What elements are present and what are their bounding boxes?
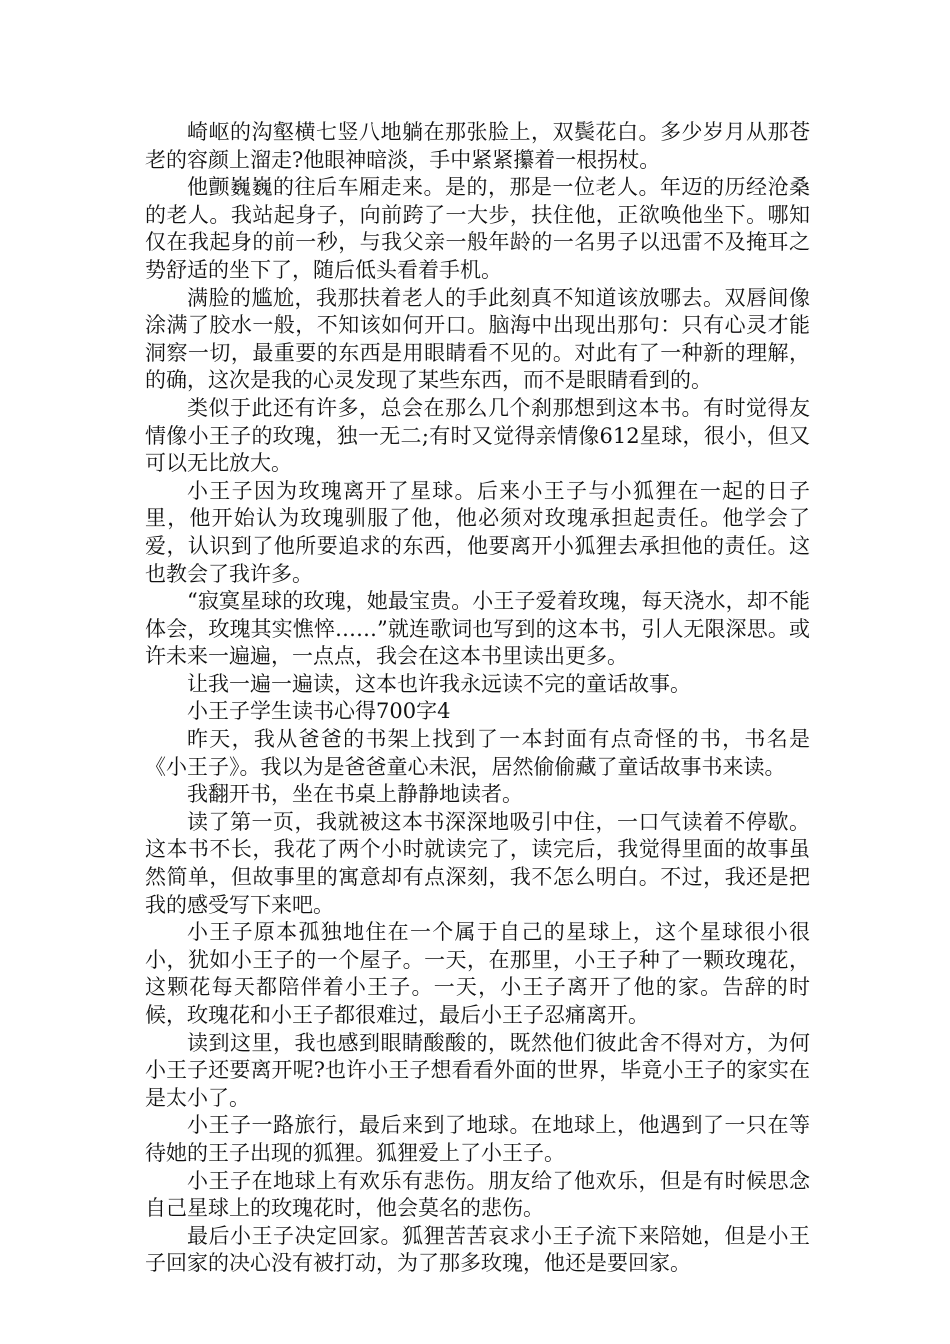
section-heading: 小王子学生读书心得700字4 — [187, 699, 451, 724]
paragraph: 小王子一路旅行，最后来到了地球。在地球上，他遇到了一只在等待她的王子出现的狐狸。狐狸爱上了小王子。 — [145, 1113, 810, 1165]
paragraph: 昨天，我从爸爸的书架上找到了一本封面有点奇怪的书，书名是《小王子》。我以为是爸爸童心未泯，居然偷偷藏了童话故事书来读。 — [145, 727, 810, 779]
document-body — [145, 119, 810, 1278]
paragraph: 小王子因为玫瑰离开了星球。后来小王子与小狐狸在一起的日子里，他开始认为玫瑰驯服了他，他必须对玫瑰承担起责任。他学会了爱，认识到了他所要追求的东西，他要离开小狐狸去承担他的责任。这也教会了我许多。 — [145, 478, 810, 586]
paragraph: 最后小王子决定回家。狐狸苦苦哀求小王子流下来陪她，但是小王子回家的决心没有被打动，为了那多玫瑰，他还是要回家。 — [145, 1223, 810, 1276]
paragraph: 读了第一页，我就被这本书深深地吸引中住，一口气读着不停歇。这本书不长，我花了两个小时就读完了，读完后，我觉得里面的故事虽然简单，但故事里的寓意却有点深刻，我不怎么明白。不过，我还是把我的感受写下来吧。 — [145, 809, 810, 917]
paragraph: “寂寞星球的玫瑰，她最宝贵。小王子爱着玫瑰，每天浇水，却不能体会，玫瑰其实憔悴……”就连歌词也写到的这本书，引人无限深思。或许未来一遍遍，一点点，我会在这本书里读出更多。 — [145, 589, 810, 669]
paragraph: 让我一遍一遍读，这本也许我永远读不完的童话故事。 — [187, 671, 691, 696]
paragraph: 满脸的尴尬，我那扶着老人的手此刻真不知道该放哪去。双唇间像涂满了胶水一般，不知该如何开口。脑海中出现出那句：只有心灵才能洞察一切，最重要的东西是用眼睛看不见的。对此有了一种新的理解，的确，这次是我的心灵发现了某些东西，而不是眼睛看到的。 — [145, 285, 810, 393]
paragraph: 崎岖的沟壑横七竖八地躺在那张脸上，双鬓花白。多少岁月从那苍老的容颜上溜走?他眼神暗淡，手中紧紧攥着一根拐杖。 — [145, 120, 810, 172]
paragraph: 类似于此还有许多，总会在那么几个刹那想到这本书。有时觉得友情像小王子的玫瑰，独一无二;有时又觉得亲情像612星球，很小，但又可以无比放大。 — [145, 395, 810, 476]
paragraph: 我翻开书，坐在书桌上静静地读者。 — [187, 782, 523, 807]
paragraph: 小王子在地球上有欢乐有悲伤。朋友给了他欢乐，但是有时候思念自己星球上的玫瑰花时，他会莫名的悲伤。 — [145, 1168, 810, 1221]
paragraph: 他颤巍巍的往后车厢走来。是的，那是一位老人。年迈的历经沧桑的老人。我站起身子，向前跨了一大步，扶住他，正欲唤他坐下。哪知仅在我起身的前一秒，与我父亲一般年龄的一名男子以迅雷不及掩耳之势舒适的坐下了，随后低头看着手机。 — [145, 175, 810, 282]
paragraph: 读到这里，我也感到眼睛酸酸的，既然他们彼此舍不得对方，为何小王子还要离开呢?也许小王子想看看外面的世界，毕竟小王子的家实在是太小了。 — [145, 1030, 810, 1110]
paragraph: 小王子原本孤独地住在一个属于自己的星球上，这个星球很小很小，犹如小王子的一个屋子。一天，在那里，小王子种了一颗玫瑰花，这颗花每天都陪伴着小王子。一天，小王子离开了他的家。告辞的时候，玫瑰花和小王子都很难过，最后小王子忍痛离开。 — [145, 920, 810, 1027]
